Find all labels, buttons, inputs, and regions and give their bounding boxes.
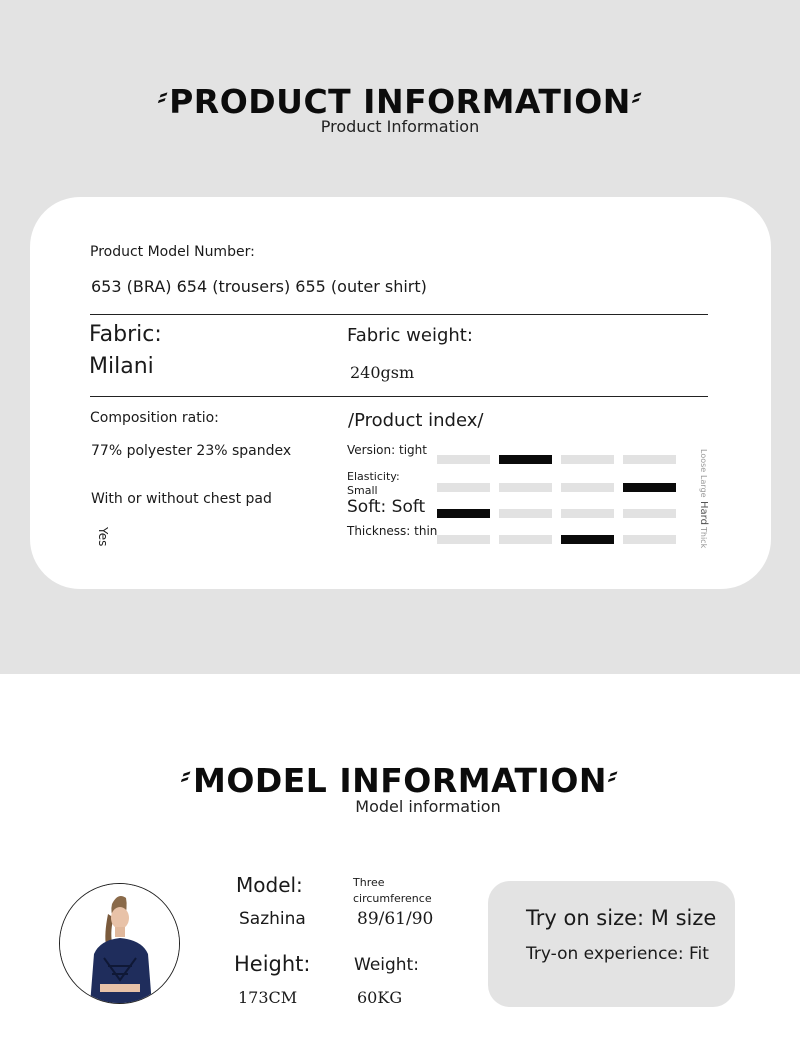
model-photo-icon [60, 884, 180, 1004]
product-section-title [0, 82, 800, 121]
index-row-label: Elasticity: Small [347, 470, 400, 497]
index-bar-segment [561, 535, 614, 544]
model-label: Model: [236, 873, 303, 897]
index-bar-segment [499, 455, 552, 464]
index-end-label: Thick [699, 527, 708, 549]
product-section-title-text: PRODUCT INFORMATION [169, 82, 631, 121]
model-section-title-text: MODEL INFORMATION [192, 761, 608, 800]
index-bar-segment [561, 509, 614, 518]
model-number-value: 653 (BRA) 654 (trousers) 655 (outer shirt) [91, 277, 427, 296]
index-row-label: Version: tight [347, 443, 427, 457]
model-avatar [59, 883, 180, 1004]
fabric-value: Milani [89, 354, 154, 379]
index-bar-segment [623, 483, 676, 492]
index-bar-segment [437, 483, 490, 492]
index-bar-segment [499, 483, 552, 492]
slash-accent-icon: ⸗ [604, 761, 623, 789]
index-bar-segment [623, 535, 676, 544]
index-end-label: Loose [699, 449, 708, 473]
slash-accent-icon: ⸗ [628, 82, 647, 110]
index-bar-segment [623, 509, 676, 518]
index-row-label: Soft: Soft [347, 497, 426, 517]
try-on-box [488, 881, 735, 1007]
fabric-weight-label: Fabric weight: [347, 325, 473, 346]
index-bar-segment [437, 509, 490, 518]
weight-value: 60KG [357, 988, 403, 1007]
divider [90, 314, 708, 315]
index-bar-segment [437, 535, 490, 544]
composition-value: 77% polyester 23% spandex [91, 443, 292, 459]
slash-accent-icon: ⸗ [154, 82, 172, 110]
three-circumference-label: Three circumference [353, 876, 432, 905]
index-bar-segment [499, 509, 552, 518]
product-info-card [30, 197, 771, 589]
divider [90, 396, 708, 397]
height-value: 173CM [238, 988, 298, 1007]
chest-pad-value: Yes [96, 527, 110, 547]
height-label: Height: [234, 952, 311, 976]
fabric-label: Fabric: [89, 322, 162, 347]
model-value: Sazhina [239, 909, 306, 929]
chest-pad-label: With or without chest pad [91, 491, 272, 507]
weight-label: Weight: [354, 955, 419, 975]
index-bar-segment [561, 483, 614, 492]
try-on-size: Try on size: M size [526, 906, 717, 930]
index-end-label: Large [699, 475, 708, 498]
index-bar-segment [499, 535, 552, 544]
model-number-label: Product Model Number: [90, 244, 255, 260]
slash-accent-icon: ⸗ [178, 761, 196, 789]
index-bar-segment [623, 455, 676, 464]
product-section-subtitle: Product Information [320, 117, 480, 136]
index-bar-segment [437, 455, 490, 464]
index-row-label: Thickness: thin [347, 524, 438, 538]
model-section-title [0, 761, 800, 800]
index-bar-segment [561, 455, 614, 464]
product-index-title: /Product index/ [348, 410, 484, 431]
three-circumference-value: 89/61/90 [357, 909, 434, 929]
fabric-weight-value: 240gsm [350, 363, 415, 382]
composition-label: Composition ratio: [90, 410, 219, 426]
try-on-experience: Try-on experience: Fit [526, 944, 709, 964]
index-end-label: Hard [698, 501, 709, 525]
model-section-subtitle: Model information [355, 797, 501, 816]
